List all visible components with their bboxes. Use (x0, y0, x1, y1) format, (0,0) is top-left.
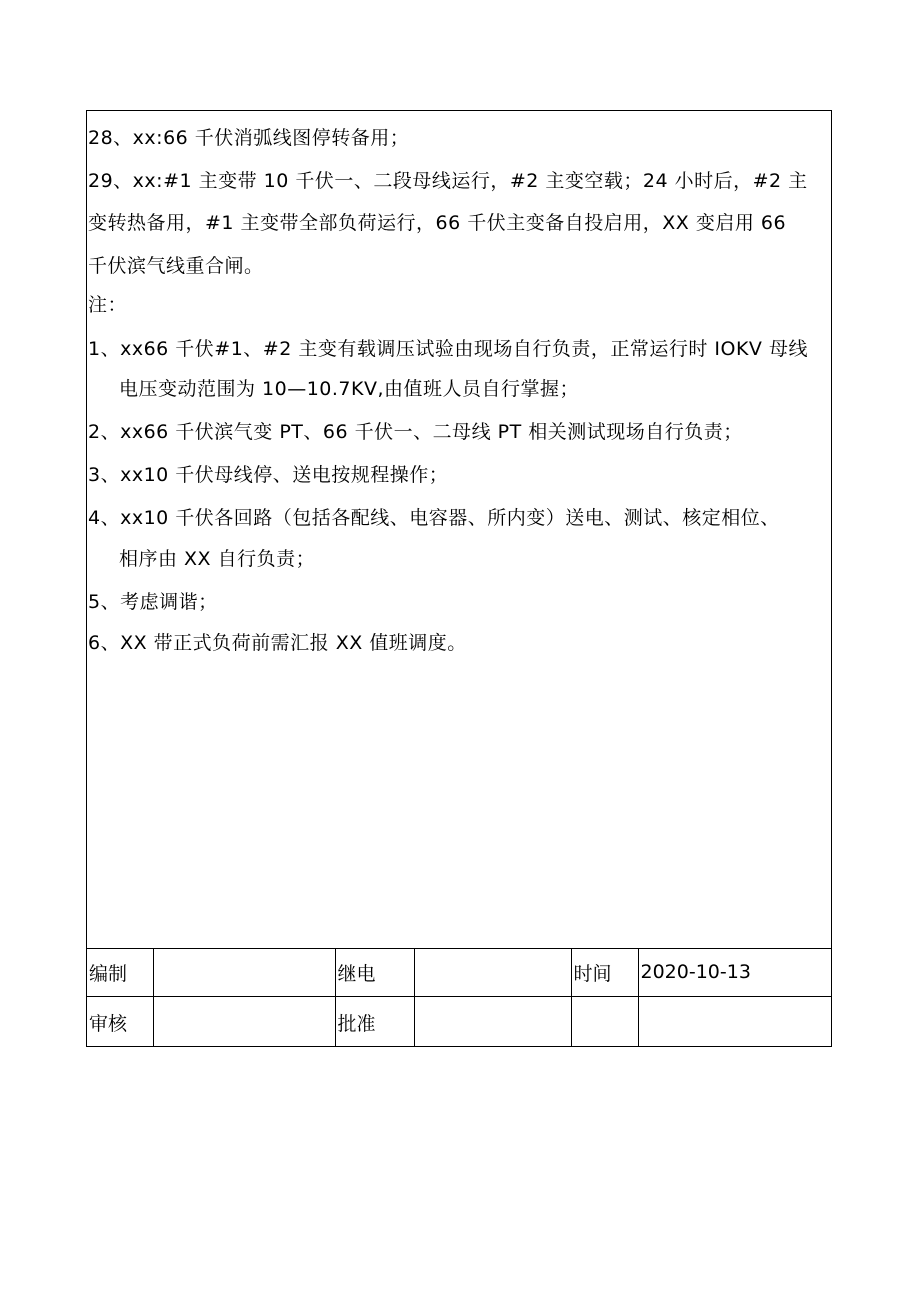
label-approved: 批准 (335, 997, 414, 1048)
value-relay[interactable] (414, 948, 571, 997)
empty-cell (571, 997, 638, 1048)
value-approved[interactable] (414, 997, 571, 1048)
label-reviewed: 审核 (87, 997, 153, 1048)
text-line: 1、xx66 千伏#1、#2 主变有载调压试验由现场自行负责，正常运行时 IOKV 母线 (88, 338, 808, 360)
label-time: 时间 (571, 948, 638, 997)
empty-cell[interactable] (638, 997, 831, 1048)
text-line: 29、xx:#1 主变带 10 千伏一、二段母线运行，#2 主变空载；24 小时后，#2 主 (88, 170, 808, 192)
label-relay: 继电 (335, 948, 414, 997)
signoff-table (87, 948, 831, 1047)
table-row (87, 948, 831, 997)
value-reviewed[interactable] (153, 997, 335, 1048)
text-line: 5、考虑调谐； (88, 591, 218, 613)
text-line: 3、xx10 千伏母线停、送电按规程操作； (88, 464, 449, 486)
text-line: 相序由 XX 自行负责； (119, 548, 316, 570)
text-line: 28、xx:66 千伏消弧线图停转备用； (88, 127, 410, 149)
text-line: 千伏滨气线重合闸。 (88, 255, 264, 277)
text-line: 2、xx66 千伏滨气变 PT、66 千伏一、二母线 PT 相关测试现场自行负责； (88, 421, 743, 443)
text-line: 6、XX 带正式负荷前需汇报 XX 值班调度。 (88, 632, 467, 654)
text-line: 变转热备用，#1 主变带全部负荷运行，66 千伏主变备自投启用，XX 变启用 66 (88, 212, 787, 234)
text-line: 4、xx10 千伏各回路（包括各配线、电容器、所内变）送电、测试、核定相位、 (88, 507, 780, 529)
table-row (87, 997, 831, 1048)
value-time[interactable]: 2020-10-13 (638, 948, 831, 997)
text-line: 电压变动范围为 10—10.7KV,由值班人员自行掌握； (119, 378, 580, 400)
value-compiled[interactable] (153, 948, 335, 997)
document-frame (86, 110, 832, 1047)
notes-content (87, 111, 831, 949)
notes-heading: 注： (88, 294, 128, 316)
label-compiled: 编制 (87, 948, 153, 997)
